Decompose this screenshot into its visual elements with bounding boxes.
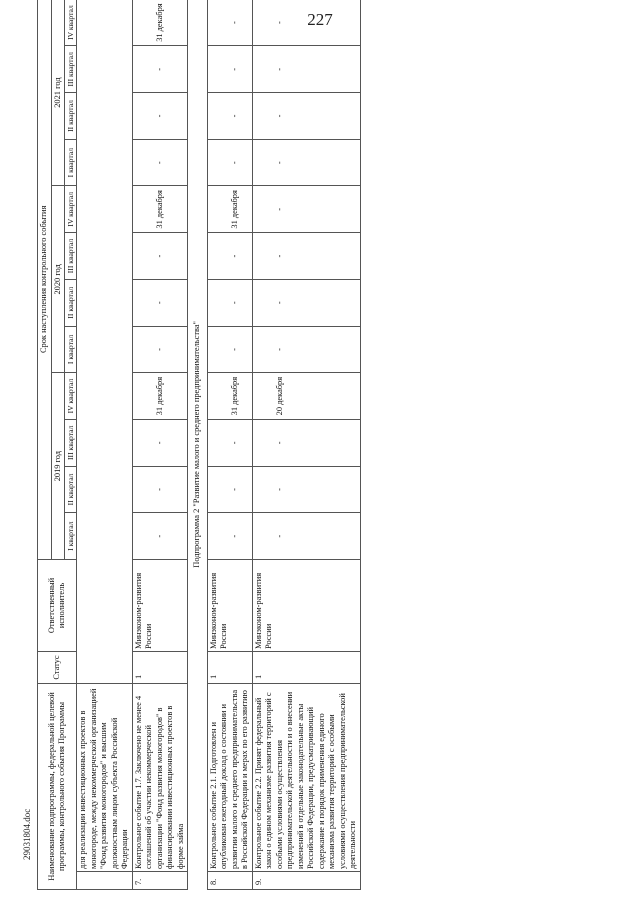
header-quarter: II квартал xyxy=(65,466,77,513)
event-name: Контрольное событие 2.2. Принят федеральный закон о едином механизме развития территорий с особыми условиями осуществления предпринимательской деятельности и о внесении изменений в отдельные законодательные акты Российской Федерации, предусматривающий содержание и порядок применения единого механизма развития территорий с особыми условиями осуществления предпринимательской деятельности xyxy=(252,684,360,872)
deadline-cell: - xyxy=(207,466,252,513)
table-row xyxy=(207,0,252,890)
header-quarter: I квартал xyxy=(65,513,77,560)
header-year-2020: 2020 год xyxy=(51,186,65,373)
header-deadline: Срок наступления контрольного события xyxy=(38,0,52,560)
deadline-cell: - xyxy=(207,93,252,140)
event-status: 1 xyxy=(132,652,188,684)
rotated-table-region xyxy=(37,0,597,890)
continuation-row xyxy=(77,0,133,890)
deadline-cell: - xyxy=(252,466,360,513)
header-quarter: IV квартал xyxy=(65,0,77,46)
row-number: 8. xyxy=(207,872,252,890)
header-quarter: II квартал xyxy=(65,279,77,326)
deadline-cell: - xyxy=(252,93,360,140)
deadline-cell: - xyxy=(132,139,188,186)
header-quarter: I квартал xyxy=(65,326,77,373)
deadline-cell: - xyxy=(207,419,252,466)
page-number: 227 xyxy=(307,10,333,29)
deadline-cell: - xyxy=(252,513,360,560)
header-year-2019: 2019 год xyxy=(51,373,65,560)
deadline-cell: 31 декабря xyxy=(207,373,252,420)
deadline-cell: 31 декабря xyxy=(132,0,188,46)
deadline-cell: - xyxy=(207,46,252,93)
deadline-cell: - xyxy=(207,139,252,186)
header-quarter: I квартал xyxy=(65,139,77,186)
header-quarter: IV квартал xyxy=(65,373,77,420)
deadline-cell: - xyxy=(207,513,252,560)
deadline-cell: - xyxy=(252,233,360,280)
document-filename: 29031804.doc xyxy=(22,808,32,860)
deadline-cell: - xyxy=(207,326,252,373)
event-status: 1 xyxy=(252,652,360,684)
deadline-cell: 20 декабря xyxy=(252,373,360,420)
deadline-cell: 31 декабря xyxy=(207,186,252,233)
subprogram-title: Подпрограмма 2 "Развитие малого и среднего предпринимательства" xyxy=(188,0,208,890)
table-header xyxy=(38,0,77,890)
deadline-cell: - xyxy=(132,326,188,373)
event-responsible: Минэконом-развития России xyxy=(252,560,360,652)
header-quarter: II квартал xyxy=(65,93,77,140)
deadline-cell: - xyxy=(132,419,188,466)
deadline-cell: - xyxy=(252,419,360,466)
deadline-cell: - xyxy=(132,513,188,560)
deadline-cell: - xyxy=(132,46,188,93)
event-responsible: Минэконом-развития России xyxy=(132,560,188,652)
header-quarter: III квартал xyxy=(65,46,77,93)
header-responsible: Ответственный исполнитель xyxy=(38,560,77,652)
deadline-cell: - xyxy=(132,233,188,280)
deadline-cell: - xyxy=(252,46,360,93)
row-number: 7. xyxy=(132,872,188,890)
deadline-cell: 31 декабря xyxy=(132,373,188,420)
deadline-cell: - xyxy=(207,279,252,326)
header-year-2021: 2021 год xyxy=(51,0,65,186)
table-body xyxy=(77,0,361,890)
event-responsible: Минэконом-развития России xyxy=(207,560,252,652)
subprogram-row xyxy=(188,0,208,890)
header-quarter: III квартал xyxy=(65,233,77,280)
deadline-cell: - xyxy=(252,139,360,186)
deadline-cell: - xyxy=(252,279,360,326)
header-quarter: IV квартал xyxy=(65,186,77,233)
header-quarter: III квартал xyxy=(65,419,77,466)
deadline-cell: - xyxy=(252,186,360,233)
deadline-cell: - xyxy=(252,0,360,46)
event-name: Контрольное событие 1.7. Заключено не менее 4 соглашений об участии некоммерческой организации "Фонд развития моногородов" в финансировании инвестиционных проектов в форме займа xyxy=(132,684,188,872)
continuation-text: для реализации инвестиционных проектов в моногороде, между некоммерческой организацией "Фонд развития моногородов" и высшим должностным лицом субъекта Российской Федерации xyxy=(77,684,133,872)
control-events-table xyxy=(37,0,361,890)
deadline-cell: 31 декабря xyxy=(132,186,188,233)
header-status: Статус xyxy=(38,652,77,684)
deadline-cell: - xyxy=(252,326,360,373)
table-row xyxy=(252,0,360,890)
table-row xyxy=(132,0,188,890)
header-name: Наименование подпрограммы, федеральной целевой программы, контрольного события Программы xyxy=(38,684,77,890)
event-status: 1 xyxy=(207,652,252,684)
row-number: 9. xyxy=(252,872,360,890)
event-name: Контрольное событие 2.1. Подготовлен и опубликован ежегодный доклад о состоянии и развитии малого и среднего предпринимательства в Российской Федерации и мерах по его развитию xyxy=(207,684,252,872)
deadline-cell: - xyxy=(207,0,252,46)
deadline-cell: - xyxy=(132,466,188,513)
deadline-cell: - xyxy=(207,233,252,280)
deadline-cell: - xyxy=(132,93,188,140)
deadline-cell: - xyxy=(132,279,188,326)
